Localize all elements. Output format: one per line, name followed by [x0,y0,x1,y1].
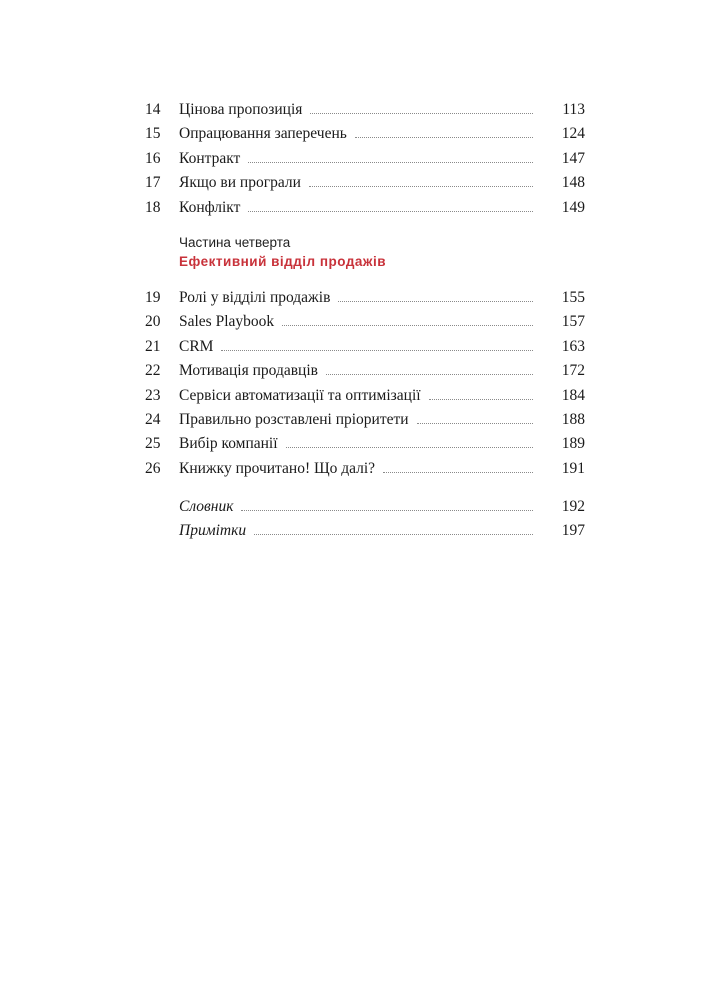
toc-entry[interactable] [145,98,585,122]
dot-leader [417,423,533,424]
dot-leader [286,447,533,448]
chapter-number: 15 [145,125,161,143]
page-number: 189 [561,435,585,453]
toc-entry-line [179,432,585,456]
page-number: 188 [561,410,585,428]
page-number: 113 [562,101,585,118]
part-title: Ефективний відділ продажів [179,253,387,269]
toc-entry-line [179,171,585,195]
toc-entry[interactable] [145,147,585,171]
chapter-number: 24 [145,410,161,428]
toc-entry[interactable] [145,432,585,456]
chapter-title: Якщо ви програли [179,174,301,192]
chapter-title: Цінова пропозиція [179,101,303,118]
chapter-title: Ролі у відділі продажів [179,288,331,306]
table-of-contents [145,98,585,544]
dot-leader [326,374,533,375]
toc-entry[interactable] [145,457,585,481]
toc-entry[interactable] [145,359,585,383]
dot-leader [309,186,533,187]
toc-entry-line [179,408,585,432]
page-number: 149 [561,198,585,216]
toc-part4 [145,286,585,481]
toc-entry[interactable] [145,122,585,146]
page-number: 148 [561,174,585,192]
part-label: Частина четверта [179,234,291,250]
toc-entry-line [179,196,585,220]
chapter-number: 21 [145,337,161,355]
page-number: 184 [561,386,585,404]
page-number: 192 [561,498,585,516]
toc-part3-tail [145,98,585,220]
chapter-title: Конфлікт [179,198,241,216]
chapter-title: Правильно розставлені пріоритети [179,410,409,428]
dot-leader [282,325,533,326]
chapter-title: CRM [179,337,214,355]
toc-entry-line [179,286,585,310]
toc-entry[interactable] [145,286,585,310]
dot-leader [248,211,533,212]
dot-leader [355,137,533,138]
chapter-number: 25 [145,435,161,453]
part-heading [145,220,585,286]
toc-entry-line [179,457,585,481]
toc-entry-line [179,359,585,383]
toc-entry-line [179,310,585,334]
toc-entry-line [179,384,585,408]
chapter-number: 26 [145,459,161,477]
chapter-title: Сервіси автоматизації та оптимізації [179,386,421,404]
toc-entry[interactable] [145,384,585,408]
toc-entry[interactable] [145,310,585,334]
chapter-title: Контракт [179,149,241,167]
page-number: 191 [561,459,585,477]
chapter-title: Опрацювання заперечень [179,125,347,143]
chapter-title: Вибір компанії [179,435,278,453]
toc-back-matter [145,495,585,544]
chapter-title: Мотивація продавців [179,362,318,380]
chapter-number: 16 [145,149,161,167]
dot-leader [241,510,533,511]
toc-entry-line [179,122,585,146]
page-number: 147 [561,149,585,167]
toc-entry-glossary[interactable] [145,495,585,519]
toc-entry[interactable] [145,171,585,195]
dot-leader [221,350,533,351]
chapter-number: 14 [145,101,161,118]
toc-entry-line [179,335,585,359]
chapter-number: 23 [145,386,161,404]
section-spacer [145,481,585,495]
chapter-number: 20 [145,313,161,331]
toc-entry-line [179,98,585,122]
dot-leader [338,301,533,302]
toc-entry-line [179,519,585,543]
toc-entry[interactable] [145,196,585,220]
dot-leader [383,472,533,473]
chapter-number: 22 [145,362,161,380]
chapter-number: 19 [145,288,161,306]
chapter-number: 17 [145,174,161,192]
chapter-number: 18 [145,198,161,216]
dot-leader [254,534,533,535]
toc-entry[interactable] [145,335,585,359]
page-number: 172 [561,362,585,380]
dot-leader [248,162,533,163]
chapter-title: Книжку прочитано! Що далі? [179,459,376,477]
page-number: 157 [561,313,585,331]
page-number: 155 [561,288,585,306]
toc-entry-notes[interactable] [145,519,585,543]
page-number: 197 [561,522,585,540]
back-matter-title: Примітки [179,522,247,540]
page-number: 163 [561,337,585,355]
toc-entry-line [179,495,585,519]
back-matter-title: Словник [179,498,234,516]
chapter-title: Sales Playbook [179,313,275,331]
page-number: 124 [561,125,585,143]
toc-entry-line [179,147,585,171]
toc-entry[interactable] [145,408,585,432]
dot-leader [429,399,533,400]
dot-leader [310,113,533,114]
